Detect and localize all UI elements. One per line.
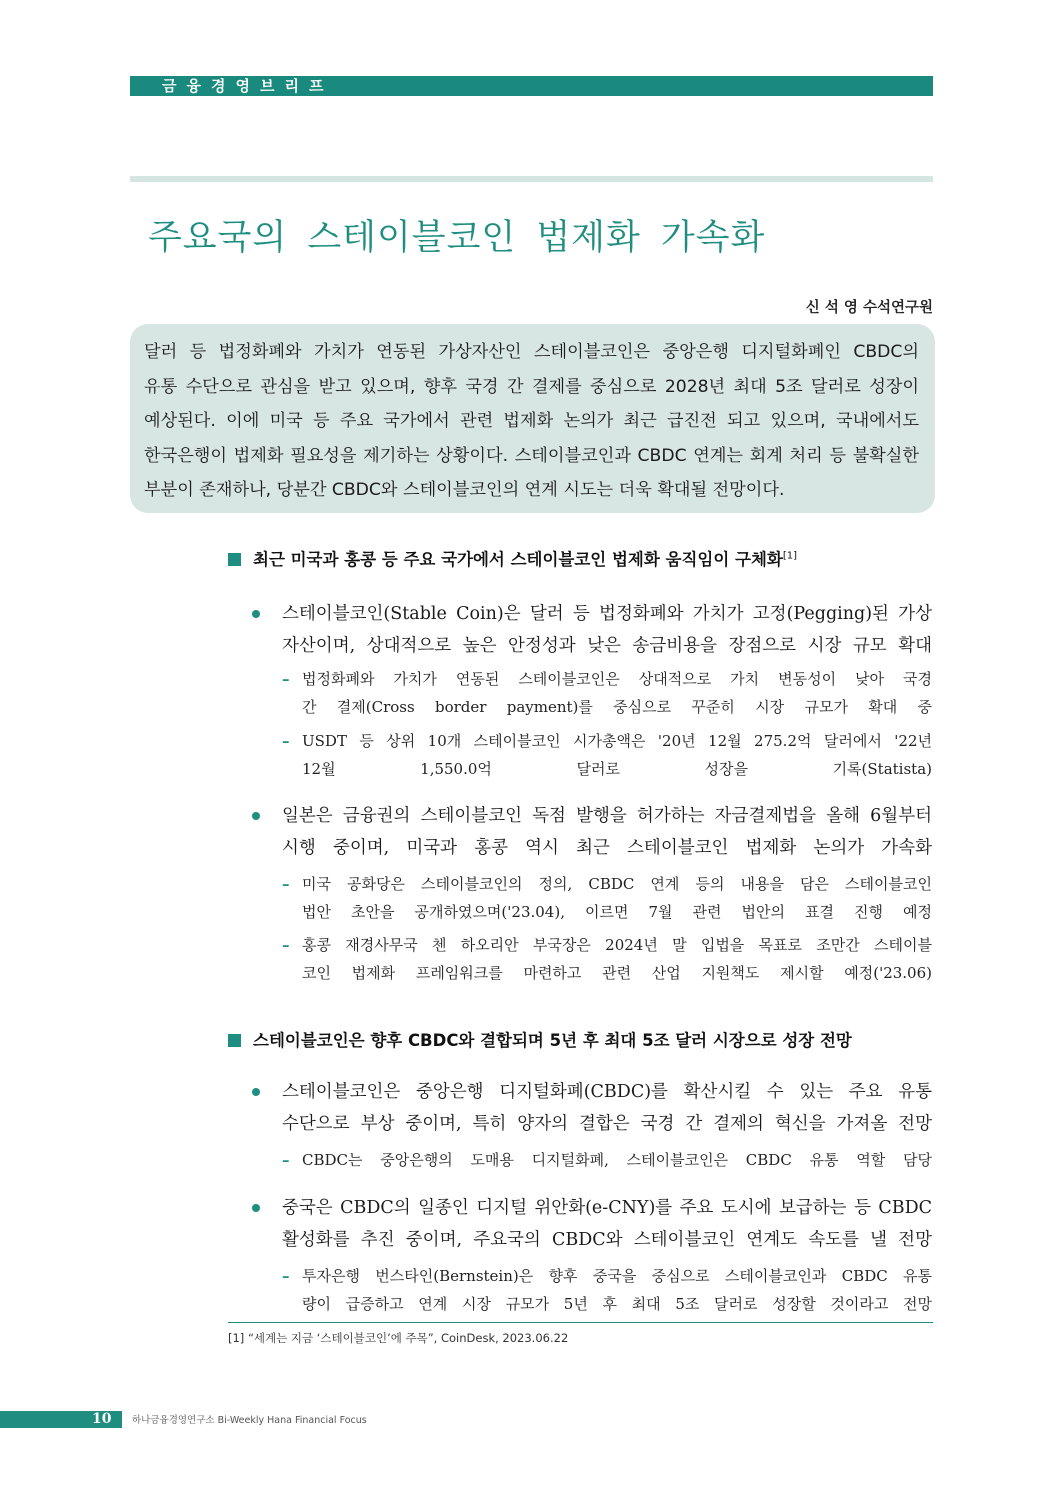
footnote: [1] “세계는 지금 ‘스테이블코인’에 주목”, CoinDesk, 2023.06.22 — [228, 1331, 569, 1345]
dash-icon: – — [282, 1151, 290, 1169]
dash-icon: – — [282, 670, 290, 688]
sub-line: 홍콩 재경사무국 첸 하오리안 부국장은 2024년 말 입법을 목표로 조만간 스테이블 — [302, 936, 932, 954]
bullet-dot-icon — [252, 1204, 260, 1212]
bullet-item — [252, 598, 932, 662]
header-divider — [130, 176, 933, 182]
series-label: 금융경영브리프 — [162, 77, 334, 95]
page-number: 10 — [92, 1411, 112, 1427]
dash-icon: – — [282, 732, 290, 750]
sub-item — [282, 1262, 932, 1318]
footer-publisher: 하나금융경영연구소 Bi-Weekly Hana Financial Focus — [132, 1415, 367, 1426]
bullet-line: 일본은 금융권의 스테이블코인 독점 발행을 허가하는 자금결제법을 올해 6월부터 — [282, 806, 932, 826]
series-header-bar — [130, 76, 933, 96]
sub-line: USDT 등 상위 10개 스테이블코인 시가총액은 '20년 12월 275.2억 달러에서 '22년 — [302, 732, 932, 750]
sub-line: 코인 법제화 프레임워크를 마련하고 관련 산업 지원책도 제시할 예정('23.06) — [302, 964, 932, 982]
dash-icon: – — [282, 936, 290, 954]
footnote-divider — [228, 1322, 933, 1323]
sub-item — [282, 665, 932, 721]
sub-line: 미국 공화당은 스테이블코인의 정의, CBDC 연계 등의 내용을 담은 스테이블코인 — [302, 875, 932, 893]
square-bullet-icon — [228, 1034, 241, 1047]
sub-item — [282, 727, 932, 783]
bullet-dot-icon — [252, 812, 260, 820]
sub-item — [282, 931, 932, 987]
sub-line: CBDC는 중앙은행의 도매용 디지털화폐, 스테이블코인은 CBDC 유통 역할 담당 — [302, 1151, 932, 1169]
summary-line: 부분이 존재하나, 당분간 CBDC와 스테이블코인의 연계 시도는 더욱 확대될 전망이다. — [144, 480, 785, 500]
sub-item — [282, 1146, 932, 1174]
section-heading — [228, 1027, 933, 1051]
summary-box — [130, 324, 935, 513]
author-byline: 신 석 영 수석연구원 — [805, 300, 933, 316]
bullet-line: 수단으로 부상 중이며, 특히 양자의 결합은 국경 간 결제의 혁신을 가져올 전망 — [282, 1114, 932, 1134]
section-heading-text: 스테이블코인은 향후 CBDC와 결합되며 5년 후 최대 5조 달러 시장으로 성장 전망 — [253, 1031, 852, 1050]
bullet-dot-icon — [252, 1088, 260, 1096]
bullet-line: 시행 중이며, 미국과 홍콩 역시 최근 스테이블코인 법제화 논의가 가속화 — [282, 838, 932, 858]
sub-item — [282, 870, 932, 926]
dash-icon: – — [282, 875, 290, 893]
sub-line: 투자은행 번스타인(Bernstein)은 향후 중국을 중심으로 스테이블코인과 CBDC 유통 — [302, 1267, 932, 1285]
bullet-line: 중국은 CBDC의 일종인 디지털 위안화(e-CNY)를 주요 도시에 보급하는 등 CBDC — [282, 1198, 932, 1218]
summary-line: 유통 수단으로 관심을 받고 있으며, 향후 국경 간 결제를 중심으로 2028년 최대 5조 달러로 성장이 — [144, 376, 919, 397]
bullet-line: 자산이며, 상대적으로 높은 안정성과 낮은 송금비용을 장점으로 시장 규모 확대 — [282, 636, 932, 656]
sub-line: 량이 급증하고 연계 시장 규모가 5년 후 최대 5조 달러로 성장할 것이라고 전망 — [302, 1295, 932, 1313]
bullet-item — [252, 800, 932, 864]
section-heading-text: 최근 미국과 홍콩 등 주요 국가에서 스테이블코인 법제화 움직임이 구체화 — [253, 550, 783, 569]
bullet-item — [252, 1192, 932, 1256]
footnote-ref: [1] — [782, 550, 798, 562]
bullet-item — [252, 1076, 932, 1140]
summary-line: 한국은행이 법제화 필요성을 제기하는 상황이다. 스테이블코인과 CBDC 연계는 회계 처리 등 불확실한 — [144, 445, 919, 466]
square-bullet-icon — [228, 553, 241, 566]
dash-icon: – — [282, 1267, 290, 1285]
page-title: 주요국의 스테이블코인 법제화 가속화 — [148, 218, 766, 258]
bullet-line: 스테이블코인(Stable Coin)은 달러 등 법정화폐와 가치가 고정(Pegging)된 가상 — [282, 604, 932, 624]
sub-line: 간 결제(Cross border payment)를 중심으로 꾸준히 시장 규모가 확대 중 — [302, 698, 932, 716]
sub-line: 12월 1,550.0억 달러로 성장을 기록(Statista) — [302, 760, 932, 778]
summary-line: 달러 등 법정화폐와 가치가 연동된 가상자산인 스테이블코인은 중앙은행 디지털화폐인 CBDC의 — [144, 342, 919, 362]
bullet-line: 활성화를 추진 중이며, 주요국의 CBDC와 스테이블코인 연계도 속도를 낼 전망 — [282, 1230, 932, 1250]
section-heading — [228, 546, 933, 570]
summary-line: 예상된다. 이에 미국 등 주요 국가에서 관련 법제화 논의가 최근 급진전 되고 있으며, 국내에서도 — [144, 411, 919, 431]
sub-line: 법안 초안을 공개하였으며('23.04), 이르면 7월 관련 법안의 표결 진행 예정 — [302, 903, 932, 921]
sub-line: 법정화폐와 가치가 연동된 스테이블코인은 상대적으로 가치 변동성이 낮아 국경 — [302, 670, 932, 688]
bullet-dot-icon — [252, 610, 260, 618]
bullet-line: 스테이블코인은 중앙은행 디지털화폐(CBDC)를 확산시킬 수 있는 주요 유통 — [282, 1082, 932, 1102]
